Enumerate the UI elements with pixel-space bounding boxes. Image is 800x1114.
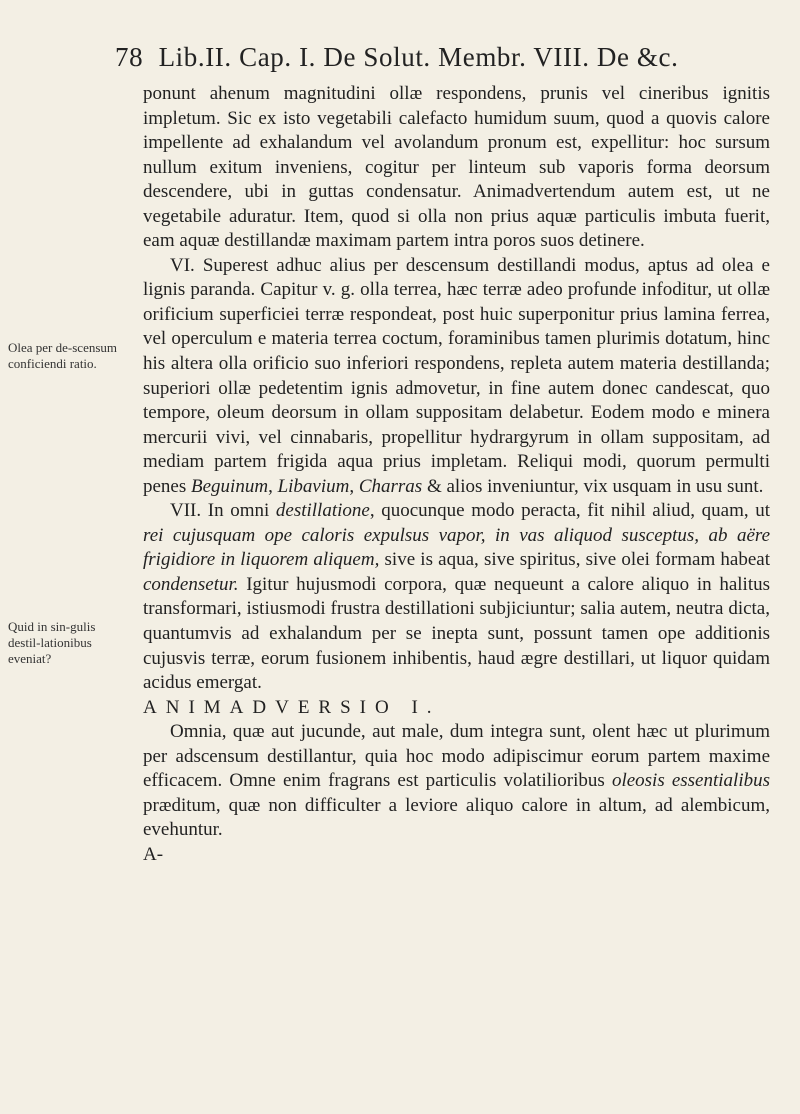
paragraph-3-b: sive is aqua, sive spiritus, sive olei formam habeat [384, 549, 770, 571]
name-charras: Charras [358, 475, 423, 497]
paragraph-4 [143, 720, 770, 843]
margin-note-quid: Quid in sin-gulis destil-lationibus eveniat? [8, 619, 96, 666]
paragraph-3-lead: VII. In omni [170, 500, 270, 522]
paragraph-3-a: , quocunque modo peracta, fit nihil aliud, quam, ut [369, 500, 771, 522]
paragraph-4-b: præditum, quæ non difficulter a leviore aliquo calore in altum, ad alembicum, evehuntur. [143, 794, 770, 841]
page-number: 78 [115, 42, 144, 72]
name-beguinum: Beguinum [191, 475, 269, 497]
paragraph-4-italic: oleosis essentialibus [611, 770, 770, 792]
catchword: A- [143, 843, 164, 865]
paragraph-2-text: VI. Superest adhuc alius per descensum destillandi modus, aptus ad olea e lignis paranda. Capitur v. g. olla terrea, hæc terræ adeo profunde infoditur, ut ollæ orificium superficiei terræ respondeat, post huic superponitur prius lamina ferrea, vel operculum e materia terrea coctum, foraminibus tamen plurimis dotatum, hinc his altera olla orificio suo inferiori respondens, repleta autem materia destillanda; superiori ollæ pedetentim ignis admovetur, in fine autem donec candescat, quo tempore, oleum deorsum in ollam suppositam delabetur. Eodem modo e minera mercurii vivi, vel cinnabaris, propellitur hydrargyrum in ollam suppositam, ad mediam partem frigida aqua prius impletam. Reliqui modi, quorum permulti penes [143, 254, 770, 497]
paragraph-3 [143, 499, 770, 695]
section-heading: ANIMADVERSIO I. [143, 696, 441, 718]
name-libavium: Libavium [277, 475, 350, 497]
paragraph-2: VI. Superest adhuc alius per descensum destillandi modus, aptus ad olea e lignis paranda. Capitur v. g. olla terrea, hæc terræ adeo profunde infoditur, ut ollæ orificium superficiei terræ respondeat, post huic superponitur prius lamina ferrea, vel operculum e materia terrea coctum, foraminibus tamen plurimis dotatum, hinc his altera olla orificio suo inferiori respondens, repleta autem materia destillanda; superiori ollæ pedetentim ignis admovetur, in fine autem donec candescat, quo tempore, oleum deorsum in ollam suppositam delabetur. Eodem modo e minera mercurii vivi, vel cinnabaris, propellitur hydrargyrum in ollam suppositam, ad mediam partem frigida aqua prius impletam. Reliqui modi, quorum permulti penes Beguinum, Libavium, Charras & alios inveniuntur, vix usquam in usu sunt. [143, 254, 770, 497]
margin-note-olea: Olea per de-scensum conficiendi ratio. [8, 340, 118, 371]
running-title: Lib.II. Cap. I. De Solut. Membr. VIII. De &c. [158, 42, 679, 72]
paragraph-3-italic-1: destillatione [275, 500, 370, 522]
paragraph-3-italic-2: rei cujusquam ope caloris expulsus vapor, in vas aliquod susceptus, ab aëre frigidiore in liquorem aliquem, [143, 524, 770, 571]
paragraph-3-italic-3: condensetur. [143, 573, 239, 595]
paragraph-4-a: Omnia, quæ aut jucunde, aut male, dum integra sunt, olent hæc ut plurimum per adscensum destillantur, quia hoc modo adipiscimur eorum partem maxime efficacem. Omne enim fragrans est particulis volatilioribus [143, 721, 770, 792]
paragraph-2-tail: alios inveniuntur, vix usquam in usu sunt. [446, 475, 764, 497]
paragraph-1: ponunt ahenum magnitudini ollæ respondens, prunis vel cineribus ignitis impletum. Sic ex isto vegetabili calefacto humidum suum, quod a quovis calore impellente ad exhalandum vel avolandum pronum est, expellitur: hoc sursum nullum exitum inveniens, cogitur per linteum sub vaporis forma deorsum descendere, ubi in guttas condensatur. Animadvertendum autem est, ut ne vegetabile aduratur. Item, quod si olla non prius aquæ particulis imbuta fuerit, eam aquæ destillandæ maximam partem intra poros suos detinere. [143, 83, 770, 252]
paragraph-3-c: Igitur hujusmodi corpora, quæ nequeunt a calore aliquo in halitus transformari, istiusmodi frustra destillationi subjiciuntur; salia autem, neutra dicta, quantumvis ad exhalandum per se inepta sunt, possunt tamen ope additionis cujusvis terræ, eorum fusionem inhibentis, haud ægre destillari, ut liquor quidam acidus emergat. [143, 573, 770, 694]
main-text [143, 82, 770, 868]
running-header [115, 42, 775, 73]
